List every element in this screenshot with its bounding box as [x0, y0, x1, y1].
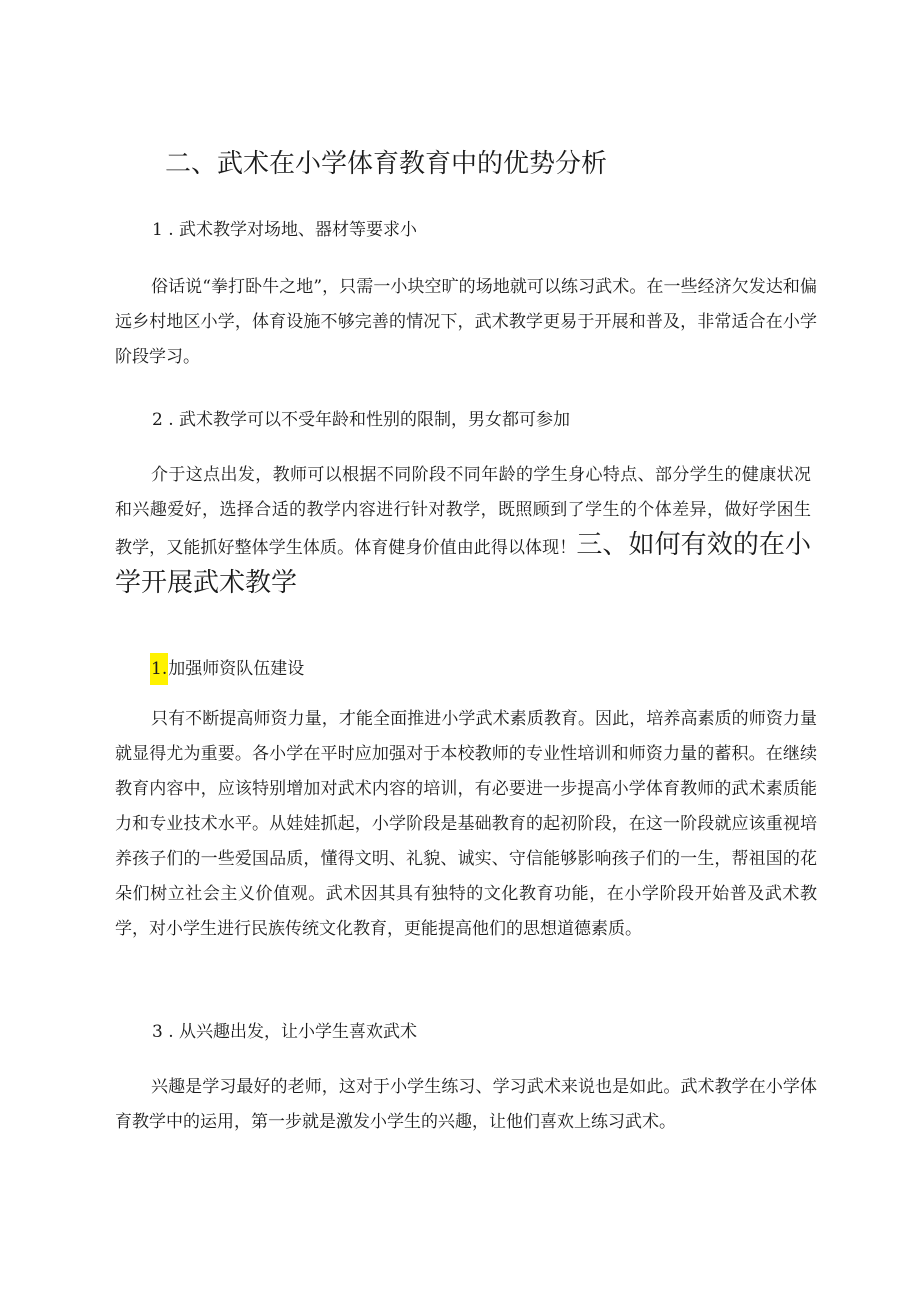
section-3-item-3-body: 兴趣是学习最好的老师，这对于小学生练习、学习武术来说也是如此。武术教学在小学体育教学中的运用，第一步就是激发小学生的兴趣，让他们喜欢上练习武术。	[115, 1077, 817, 1132]
section-2-item-1-body: 俗话说“拳打卧牛之地”，只需一小块空旷的场地就可以练习武术。在一些经济欠发达和偏远乡村地区小学，体育设施不够完善的情况下，武术教学更易于开展和普及，非常适合在小学阶段学习。	[115, 277, 817, 367]
section-3-item-3-title: 3 . 从兴趣出发，让小学生喜欢武术	[152, 1022, 418, 1042]
section-3-item-1-body: 只有不断提高师资力量，才能全面推进小学武术素质教育。因此，培养高素质的师资力量就显得尤为重要。各小学在平时应加强对于本校教师的专业性培训和师资力量的蓄积。在继续教育内容中，应该特别增加对武术内容的培训，有必要进一步提高小学体育教师的武术素质能力和专业技术水平。从娃娃抓起，小学阶段是基础教育的起初阶段，在这一阶段就应该重视培养孩子们的一些爱国品质，懂得文明、礼貌、诚实、守信能够影响孩子们的一生，帮祖国的花朵们树立社会主义价值观。武术因其具有独特的文化教育功能，在小学阶段开始普及武术教学，对小学生进行民族传统文化教育，更能提高他们的思想道德素质。	[115, 709, 817, 939]
section-3-item-1-title	[150, 653, 304, 685]
section-2-item-2-title: 2 . 武术教学可以不受年龄和性别的限制，男女都可参加	[152, 410, 571, 430]
section-3-item-1-title-text: 加强师资队伍建设	[168, 659, 305, 679]
section-3-heading: 三、如何有效的在小学开展武术教学	[115, 530, 811, 598]
section-2-item-2-body	[115, 458, 811, 604]
section-2-item-1-title: 1 . 武术教学对场地、器材等要求小	[152, 220, 418, 240]
section-2-item-2-body-text: 介于这点出发，教师可以根据不同阶段不同年龄的学生身心特点、部分学生的健康状况和兴趣爱好，选择合适的教学内容进行针对教学，既照顾到了学生的个体差异，做好学困生教学，又能抓好整体学生体质。体育健身价值由此得以体现！	[115, 465, 811, 558]
section-2-heading: 二、武术在小学体育教育中的优势分析	[165, 149, 608, 179]
highlighted-number: 1.	[150, 653, 168, 685]
